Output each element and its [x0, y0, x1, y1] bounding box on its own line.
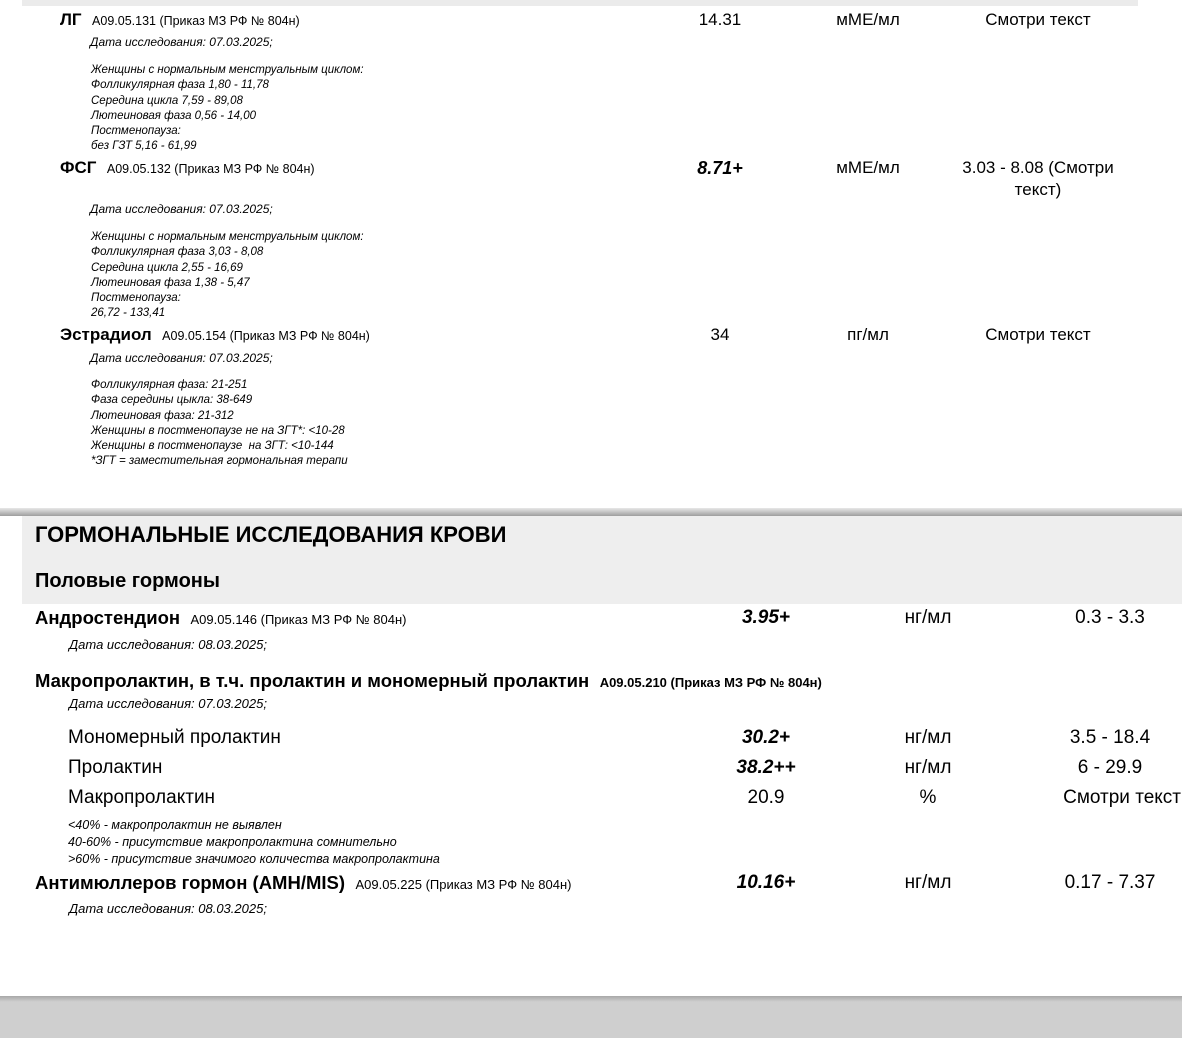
test-date: Дата исследования: 07.03.2025; — [90, 35, 273, 49]
test-unit: мМЕ/мл — [836, 158, 900, 177]
test-reference: 0.3 - 3.3 — [1075, 607, 1145, 628]
test-result: 34 — [710, 325, 730, 344]
test-notes: <40% - макропролактин не выявлен 40-60% - присутствие макропролактина сомнительно >60% - присутствие значимого количества макропролактина — [68, 818, 440, 866]
test-title-lh — [60, 10, 300, 30]
subtest-result: 38.2++ — [736, 757, 796, 778]
test-reference-cont: текст) — [1014, 180, 1062, 199]
test-result: 14.31 — [698, 10, 742, 29]
test-name: Макропролактин, в т.ч. пролактин и мономерный пролактин — [35, 670, 590, 691]
report-page-1 — [0, 0, 1182, 510]
subtest-name: Пролактин — [68, 757, 163, 778]
test-result: 3.95+ — [741, 607, 791, 628]
section-title: ГОРМОНАЛЬНЫЕ ИССЛЕДОВАНИЯ КРОВИ — [35, 522, 507, 547]
test-code: A09.05.210 (Приказ МЗ РФ № 804н) — [599, 675, 822, 690]
test-unit: пг/мл — [847, 325, 889, 344]
test-code: A09.05.131 (Приказ МЗ РФ № 804н) — [92, 14, 300, 28]
test-result: 10.16+ — [736, 872, 796, 893]
test-reference: 3.03 - 8.08 (Смотри — [962, 158, 1114, 177]
viewer-background — [0, 1002, 1182, 1038]
subtest-unit: нг/мл — [904, 757, 952, 778]
test-notes: Женщины с нормальным менструальным циклом: Фолликулярная фаза 3,03 - 8,08 Середина цикла 2,55 - 16,69 Лютеиновая фаза 1,38 - 5,47 Постменопауза: 26,72 - 133,41 — [91, 231, 364, 320]
subtest-result: 20.9 — [747, 787, 785, 808]
test-title-estradiol — [60, 325, 370, 345]
test-notes: Фолликулярная фаза: 21-251 Фаза середины цыкла: 38-649 Лютеиновая фаза: 21-312 Женщины в постменопаузе не на ЗГТ*: <10-28 Женщины в постменопаузе на ЗГТ: <10-144 *ЗГТ = заместительная гормональная терапи — [91, 379, 348, 468]
subtest-result: 30.2+ — [741, 727, 791, 748]
test-name: Андростендион — [35, 607, 181, 628]
subtest-unit: нг/мл — [904, 727, 952, 748]
test-name: Антимюллеров гормон (АМН/MIS) — [35, 872, 346, 893]
test-unit: нг/мл — [904, 872, 952, 893]
report-page-2 — [0, 516, 1182, 998]
subtest-name: Мономерный пролактин — [68, 727, 281, 748]
test-reference: Смотри текст — [985, 325, 1091, 344]
subtest-reference: 3.5 - 18.4 — [1069, 727, 1151, 748]
subtest-reference: 6 - 29.9 — [1077, 757, 1143, 778]
test-title-amh — [35, 872, 571, 894]
test-date: Дата исследования: 08.03.2025; — [69, 901, 267, 916]
test-name: ФСГ — [60, 158, 97, 177]
test-code: A09.05.146 (Приказ МЗ РФ № 804н) — [190, 612, 407, 627]
test-date: Дата исследования: 07.03.2025; — [69, 696, 267, 711]
subtest-reference: Смотри текст — [1063, 787, 1181, 808]
test-code: A09.05.132 (Приказ МЗ РФ № 804н) — [106, 162, 315, 176]
test-unit: нг/мл — [904, 607, 952, 628]
test-code: A09.05.225 (Приказ МЗ РФ № 804н) — [355, 877, 572, 892]
test-title-androstenedione — [35, 607, 406, 629]
test-name: ЛГ — [60, 10, 82, 29]
test-date: Дата исследования: 08.03.2025; — [69, 637, 267, 652]
test-title-macroprolactin — [35, 670, 822, 692]
test-reference: 0.17 - 7.37 — [1064, 872, 1156, 893]
subsection-title: Половые гормоны — [35, 570, 220, 592]
test-code: A09.05.154 (Приказ МЗ РФ № 804н) — [162, 329, 370, 343]
test-date: Дата исследования: 07.03.2025; — [90, 351, 273, 365]
page-separator — [0, 508, 1182, 516]
test-result: 8.71+ — [697, 158, 743, 178]
test-reference: Смотри текст — [985, 10, 1091, 29]
test-unit: мМЕ/мл — [836, 10, 900, 29]
subtest-name: Макропролактин — [68, 787, 216, 808]
test-name: Эстрадиол — [60, 325, 152, 344]
test-title-fsh — [60, 158, 315, 178]
test-notes: Женщины с нормальным менструальным циклом: Фолликулярная фаза 1,80 - 11,78 Середина цикла 7,59 - 89,08 Лютеиновая фаза 0,56 - 14,00 Постменопауза: без ГЗТ 5,16 - 61,99 — [91, 64, 364, 153]
page-top-strip — [22, 0, 1138, 6]
subtest-unit: % — [919, 787, 937, 808]
test-date: Дата исследования: 07.03.2025; — [90, 202, 273, 216]
